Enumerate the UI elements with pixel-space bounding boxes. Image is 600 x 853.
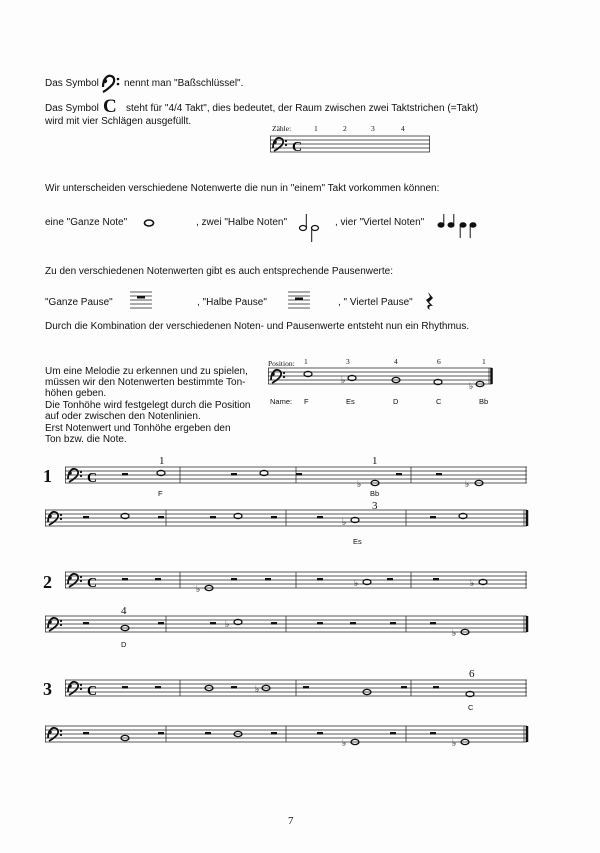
count-number: 3 — [371, 124, 375, 133]
position-number: 3 — [346, 357, 350, 366]
svg-text:♭: ♭ — [452, 628, 457, 638]
svg-text:♭: ♭ — [341, 375, 346, 385]
svg-text:C: C — [87, 471, 98, 486]
svg-text:♭: ♭ — [469, 381, 474, 391]
page-number: 7 — [288, 815, 294, 827]
quarter-note-label: , vier "Viertel Noten" — [335, 217, 425, 228]
half-notes-icon — [297, 212, 327, 246]
svg-text:♭: ♭ — [452, 738, 457, 748]
note-name: Bb — [479, 397, 489, 406]
quarter-rest-label: , " Viertel Pause" — [338, 297, 413, 308]
note-name: C — [468, 703, 474, 712]
pitch-staff — [268, 366, 496, 392]
half-note-label: , zwei "Halbe Noten" — [196, 217, 288, 228]
svg-text:♭: ♭ — [342, 738, 347, 748]
svg-text:♭: ♭ — [342, 517, 347, 527]
exercise-number: 2 — [43, 572, 52, 592]
note-name: D — [121, 640, 127, 649]
rhythm-text: Durch die Kombination der verschiedenen Noten- und Pausenwerte entsteht nun ein Rhythmus. — [45, 321, 470, 332]
intro-line1-start: Das Symbol — [45, 78, 99, 89]
exercise-1-staff-1 — [65, 465, 531, 487]
note-name: Es — [353, 537, 362, 546]
svg-text:C: C — [87, 576, 98, 591]
fingering-number: 1 — [372, 455, 378, 467]
bass-clef-icon — [100, 72, 122, 94]
fingering-number: 6 — [469, 668, 475, 680]
count-number: 1 — [314, 124, 318, 133]
quarter-notes-icon — [437, 212, 483, 244]
count-number: 2 — [343, 124, 347, 133]
whole-rest-label: "Ganze Pause" — [45, 297, 113, 308]
position-number: 6 — [437, 357, 441, 366]
common-time-icon: C — [103, 96, 117, 117]
svg-text:♭: ♭ — [255, 684, 260, 694]
exercise-3-staff-2 — [45, 724, 531, 748]
half-rest-label: , "Halbe Pause" — [197, 297, 267, 308]
note-name: Bb — [370, 489, 380, 498]
exercise-2-staff-2 — [45, 614, 531, 640]
intro-line3: wird mit vier Schlägen ausgefüllt. — [45, 116, 192, 127]
position-number: 4 — [394, 357, 398, 366]
count-label: Zähle: — [272, 124, 292, 133]
svg-text:C: C — [292, 140, 303, 155]
note-name: C — [436, 397, 442, 406]
whole-note-icon — [143, 218, 155, 228]
count-staff — [270, 134, 435, 156]
svg-text:♭: ♭ — [465, 479, 470, 487]
svg-text:♭: ♭ — [357, 479, 362, 487]
exercise-number: 1 — [43, 466, 52, 486]
exercise-3-staff-1 — [65, 678, 531, 700]
svg-text:♭: ♭ — [225, 619, 230, 629]
rests-heading: Zu den verschiedenen Notenwerten gibt es auch entsprechende Pausenwerte: — [45, 266, 394, 277]
half-rest-icon — [288, 290, 310, 312]
note-values-heading: Wir unterscheiden verschiedene Notenwerte die nun in "einem" Takt vorkommen können: — [45, 183, 440, 194]
position-number: 1 — [304, 357, 308, 366]
note-name: Es — [346, 397, 355, 406]
name-label: Name: — [270, 397, 293, 406]
exercise-2-staff-1 — [65, 570, 531, 594]
fingering-number: 1 — [159, 455, 165, 467]
fingering-number: 3 — [372, 500, 378, 512]
svg-text:♭: ♭ — [470, 578, 475, 588]
quarter-rest-icon — [424, 291, 436, 311]
note-name: F — [158, 489, 163, 498]
whole-rest-icon — [130, 290, 152, 312]
count-number: 4 — [401, 124, 405, 133]
position-number: 1 — [482, 357, 486, 366]
whole-note-label: eine "Ganze Note" — [45, 217, 128, 228]
intro-line2-start: Das Symbol — [45, 103, 99, 114]
exercise-1-staff-2 — [45, 508, 531, 530]
note-name: F — [304, 397, 309, 406]
svg-text:♭: ♭ — [354, 578, 359, 588]
svg-text:♭: ♭ — [196, 584, 201, 594]
intro-line1-end: nennt man "Baßschlüssel". — [124, 78, 244, 89]
fingering-number: 4 — [121, 605, 127, 617]
position-label: Position: — [268, 359, 295, 368]
exercise-number: 3 — [43, 679, 52, 699]
intro-line2-end: steht für "4/4 Takt", dies bedeutet, der Raum zwischen zwei Taktstrichen (=Takt) — [126, 103, 479, 114]
note-name: D — [393, 397, 399, 406]
svg-text:C: C — [87, 684, 98, 699]
